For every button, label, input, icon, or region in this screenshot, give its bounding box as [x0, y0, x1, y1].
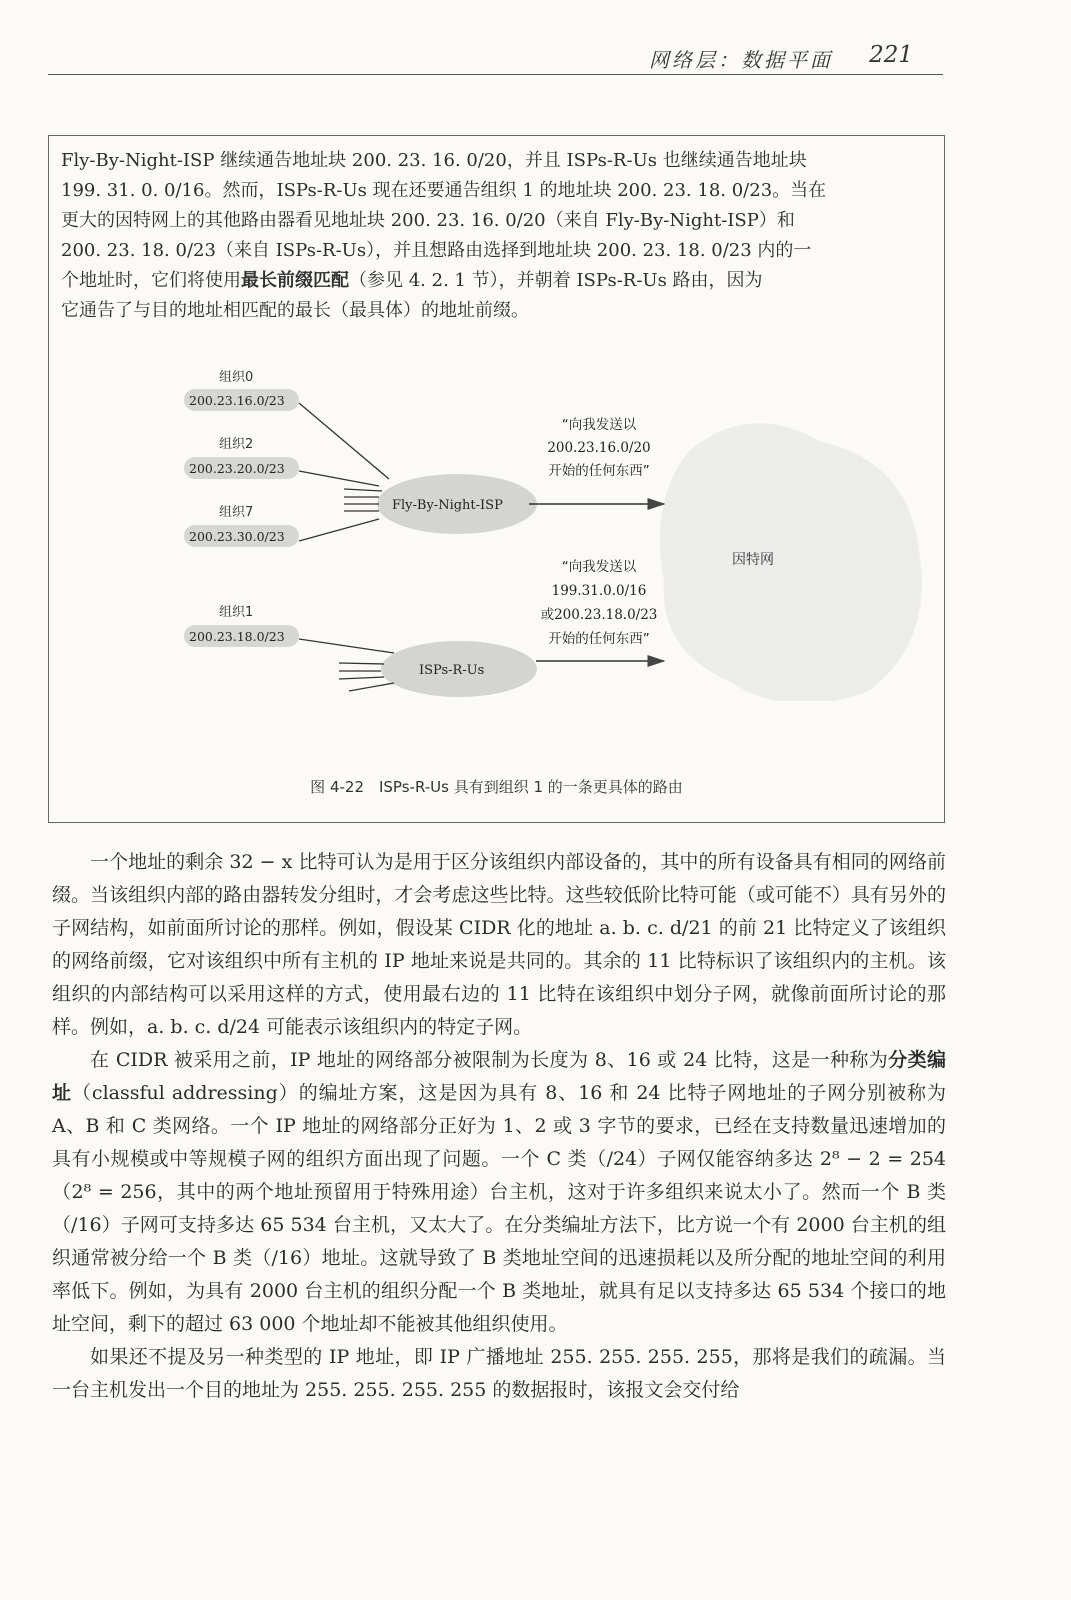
adv1-line-2: 200.23.16.0/20	[547, 440, 651, 456]
adv1-line-1: “向我发送以	[561, 417, 637, 433]
adv2-line-3: 或200.23.18.0/23	[540, 607, 658, 623]
figure-caption: 图 4-22 ISPs-R-Us 具有到组织 1 的一条更具体的路由	[310, 778, 683, 796]
internet-label: 因特网	[732, 552, 774, 568]
example-box	[48, 135, 945, 823]
box-text	[61, 146, 933, 326]
adv1-line-3: 开始的任何东西”	[548, 463, 650, 479]
org2-name: 组织2	[219, 437, 254, 452]
org-links-isp1	[299, 403, 389, 541]
adv2-line-2: 199.31.0.0/16	[551, 583, 647, 599]
paragraph-1: 一个地址的剩余 32 − x 比特可认为是用于区分该组织内部设备的，其中的所有设备具有相同的网络前缀。当该组织内部的路由器转发分组时，才会考虑这些比特。这些较低阶比特可能（或可能不）具有另外的子网结构，如前面所讨论的那样。例如，假设某 CIDR 化的地址 a. b. c. d/21 的前 21 比特定义了该组织的网络前缀，它对该组织中所有主机的 IP 地址来说是共同的。其余的 11 比特标识了该组织内的主机。该组织的内部结构可以采用这样的方式，使用最右边的 11 比特在该组织中划分子网，就像前面所讨论的那样。例如，a. b. c. d/24 可能表示该组织内的特定子网。	[52, 851, 946, 1038]
org1-name: 组织1	[219, 605, 254, 620]
org7-name: 组织7	[219, 505, 254, 520]
keyword-classful-addressing: 分类编址	[52, 1049, 946, 1104]
org0-name: 组织0	[219, 370, 254, 385]
box-line-5	[61, 266, 933, 296]
page-number: 221	[869, 42, 913, 68]
section-title: 网络层：数据平面	[649, 48, 833, 72]
box-line-5-post: （参见 4. 2. 1 节），并朝着 ISPs-R-Us 路由，因为	[349, 270, 763, 291]
isp1-label: Fly-By-Night-ISP	[392, 498, 503, 513]
box-line-3: 更大的因特网上的其他路由器看见地址块 200. 23. 16. 0/20（来自 Fly-By-Night-ISP）和	[61, 210, 795, 231]
keyword-longest-prefix: 最长前缀匹配	[241, 270, 349, 291]
org0-block: 200.23.16.0/23	[189, 393, 285, 408]
paragraph-3: 如果还不提及另一种类型的 IP 地址，即 IP 广播地址 255. 255. 255. 255，那将是我们的疏漏。当一台主机发出一个目的地址为 255. 255. 255. 255 的数据报时，该报文会交付给	[52, 1346, 946, 1401]
box-line-6: 它通告了与目的地址相匹配的最长（最具体）的地址前缀。	[61, 300, 529, 321]
paragraph-2-pre: 在 CIDR 被采用之前，IP 地址的网络部分被限制为长度为 8、16 或 24 比特，这是一种称为	[90, 1049, 889, 1071]
org2-block: 200.23.20.0/23	[189, 461, 285, 476]
org1-block: 200.23.18.0/23	[189, 629, 285, 644]
isp2-label: ISPs-R-Us	[419, 663, 485, 678]
paragraph-2-post: （classful addressing）的编址方案，这是因为具有 8、16 和 24 比特子网地址的子网分别被称为 A、B 和 C 类网络。一个 IP 地址的网络部分正好为 1、2 或 3 字节的要求，已经在支持数量迅速增加的具有小规模或中等规模子网的组织方面出现了问题。一个 C 类（/24）子网仅能容纳多达 2⁸ − 2 = 254（2⁸ = 256，其中的两个地址预留用于特殊用途）台主机，这对于许多组织来说太小了。然而一个 B 类（/16）子网可支持多达 65 534 台主机，又太大了。在分类编址方法下，比方说一个有 2000 台主机的组织通常被分给一个 B 类（/16）地址。这就导致了 B 类地址空间的迅速损耗以及所分配的地址空间的利用率低下。例如，为具有 2000 台主机的组织分配一个 B 类地址，就具有足以支持多达 65 534 个接口的地址空间，剩下的超过 63 000 个地址却不能被其他组织使用。	[52, 1082, 946, 1335]
adv2-line-4: 开始的任何东西”	[548, 631, 650, 647]
internet-cloud	[660, 423, 922, 701]
box-line-4: 200. 23. 18. 0/23（来自 ISPs-R-Us），并且想路由选择到地址块 200. 23. 18. 0/23 内的一	[61, 240, 812, 261]
main-text	[52, 846, 946, 1407]
org7-block: 200.23.30.0/23	[189, 529, 285, 544]
box-line-1: Fly-By-Night-ISP 继续通告地址块 200. 23. 16. 0/20，并且 ISPs-R-Us 也继续通告地址块	[61, 150, 807, 171]
box-line-2: 199. 31. 0. 0/16。然而，ISPs-R-Us 现在还要通告组织 1 的地址块 200. 23. 18. 0/23。当在	[61, 180, 827, 201]
org-links-isp2	[299, 639, 394, 691]
route-aggregation-diagram	[49, 361, 944, 701]
box-line-5-pre: 个地址时，它们将使用	[61, 270, 241, 291]
paragraph-2	[52, 1044, 946, 1341]
adv2-line-1: “向我发送以	[561, 559, 637, 575]
page-header	[48, 40, 943, 75]
